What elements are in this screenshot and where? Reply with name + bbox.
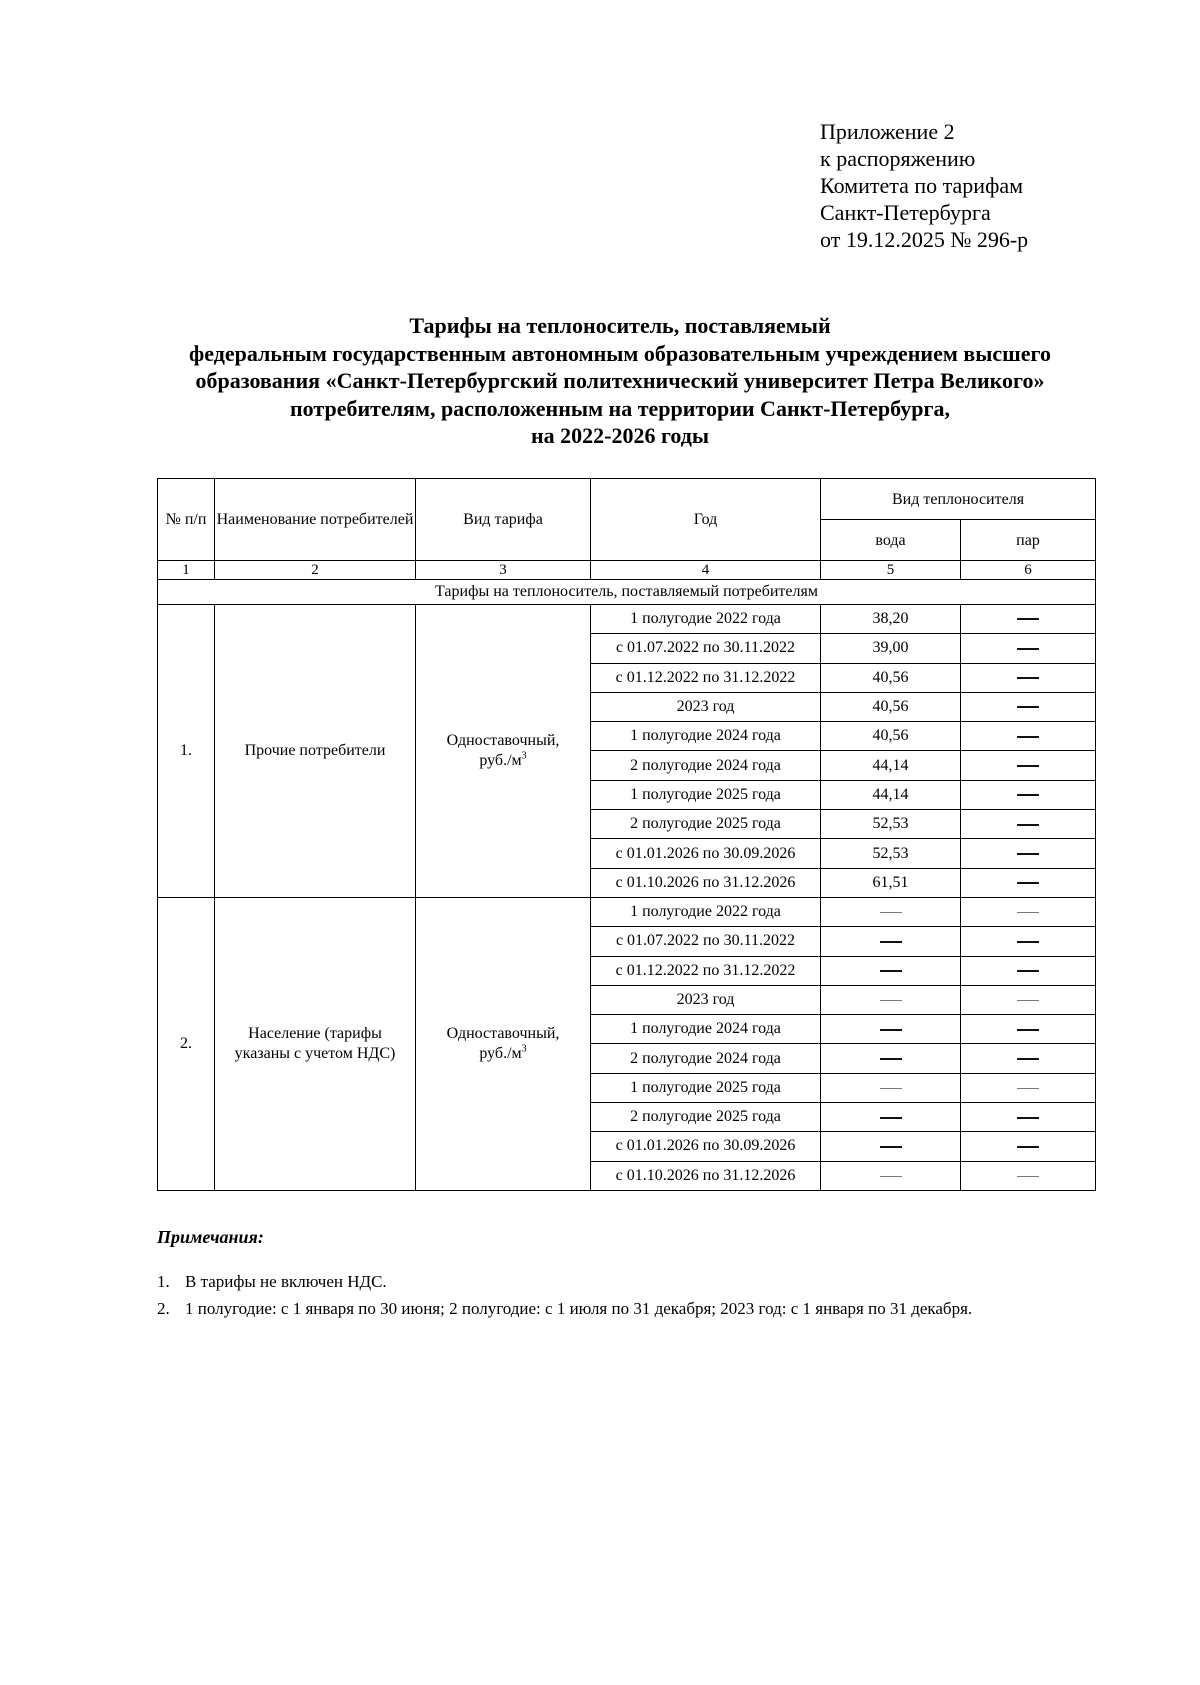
table-row [158,897,1096,926]
dash-mark [880,1029,902,1031]
tariff-type-line: Одноставочный, [446,731,560,749]
appendix-line: Комитета по тарифам [820,173,1024,198]
water-value: 52,53 [821,810,961,839]
dash-mark [1017,765,1039,767]
dash-mark [880,970,902,972]
steam-value [961,927,1096,956]
period-cell: 1 полугодие 2022 года [591,605,821,634]
dash-mark [1017,1146,1039,1148]
period-cell: с 01.12.2022 по 31.12.2022 [591,663,821,692]
steam-value [961,1015,1096,1044]
period-cell: с 01.10.2026 по 31.12.2026 [591,1161,821,1190]
appendix-line: к распоряжению [820,146,976,171]
steam-value [961,839,1096,868]
dash-mark [1017,1058,1039,1060]
consumer-name: Прочие потребители [215,605,416,898]
table-row [158,605,1096,634]
water-value: 40,56 [821,722,961,751]
header-num: № п/п [158,479,215,561]
water-value [821,1015,961,1044]
row-number: 1. [158,605,215,898]
water-value [821,897,961,926]
period-cell: 2023 год [591,692,821,721]
steam-value [961,692,1096,721]
column-number: 1 [158,561,215,580]
appendix-block [820,118,1028,253]
note-item [157,1268,1137,1295]
period-cell: с 01.01.2026 по 30.09.2026 [591,839,821,868]
tariff-type-line: Одноставочный, [446,1024,560,1042]
tariff-type [416,897,591,1190]
water-value [821,1132,961,1161]
steam-value [961,780,1096,809]
dash-mark [1017,736,1039,738]
period-cell: с 01.07.2022 по 30.11.2022 [591,634,821,663]
water-value [821,1044,961,1073]
steam-value [961,751,1096,780]
header-year: Год [591,479,821,561]
period-cell: 1 полугодие 2025 года [591,780,821,809]
water-value: 61,51 [821,868,961,897]
period-cell: 1 полугодие 2024 года [591,722,821,751]
dash-mark [1017,1117,1039,1119]
dash-mark [880,1176,902,1177]
water-value: 38,20 [821,605,961,634]
document-title [120,312,1120,450]
title-line: потребителям, расположенным на территории Санкт-Петербурга, [290,395,950,421]
steam-value [961,663,1096,692]
tariff-table [157,478,1096,1191]
note-number: 2. [157,1299,170,1318]
dash-mark [880,912,902,913]
header-consumer: Наименование потребителей [215,479,416,561]
period-cell: 2023 год [591,985,821,1014]
steam-value [961,1073,1096,1102]
title-line: Тарифы на теплоноситель, поставляемый [409,313,831,338]
dash-mark [880,1058,902,1060]
appendix-line: Санкт-Петербурга [820,200,991,225]
period-cell: 2 полугодие 2024 года [591,1044,821,1073]
water-value: 39,00 [821,634,961,663]
column-number: 4 [591,561,821,580]
header-water: вода [821,520,961,561]
title-line: образования «Санкт-Петербургский политехнический университет Петра Великого» [195,368,1045,393]
title-line: федеральным государственным автономным образовательным учреждением высшего [189,340,1051,366]
dash-mark [1017,706,1039,708]
period-cell: 1 полугодие 2024 года [591,1015,821,1044]
steam-value [961,810,1096,839]
steam-value [961,956,1096,985]
dash-mark [1017,1029,1039,1031]
dash-mark [880,1146,902,1148]
water-value: 40,56 [821,663,961,692]
steam-value [961,1132,1096,1161]
dash-mark [1017,1176,1039,1177]
row-number: 2. [158,897,215,1190]
note-text: 1 полугодие: с 1 января по 30 июня; 2 полугодие: с 1 июля по 31 декабря; 2023 год: с 1 января по 31 декабря. [185,1299,973,1318]
dash-mark [1017,853,1039,855]
tariff-unit-text: руб./м [479,751,522,769]
column-number: 3 [416,561,591,580]
header-tariff-type: Вид тарифа [416,479,591,561]
tariff-unit [416,751,590,771]
dash-mark [1017,941,1039,943]
water-value [821,956,961,985]
dash-mark [1017,648,1039,650]
section-title: Тарифы на теплоноситель, поставляемый потребителям [158,580,1096,605]
steam-value [961,985,1096,1014]
period-cell: 2 полугодие 2025 года [591,810,821,839]
period-cell: 2 полугодие 2024 года [591,751,821,780]
appendix-line: от 19.12.2025 № 296-р [820,227,1029,252]
period-cell: 1 полугодие 2025 года [591,1073,821,1102]
tariff-unit-exponent: 3 [521,1043,527,1055]
water-value [821,985,961,1014]
dash-mark [1017,677,1039,679]
steam-value [961,1161,1096,1190]
period-cell: 2 полугодие 2025 года [591,1103,821,1132]
steam-value [961,605,1096,634]
dash-mark [880,1000,902,1001]
column-number: 5 [821,561,961,580]
note-text: В тарифы не включен НДС. [185,1272,387,1291]
water-value: 40,56 [821,692,961,721]
period-cell: с 01.07.2022 по 30.11.2022 [591,927,821,956]
dash-mark [880,941,902,943]
column-number: 6 [961,561,1096,580]
dash-mark [1017,618,1039,620]
notes-title: Примечания: [157,1227,264,1247]
period-cell: 1 полугодие 2022 года [591,897,821,926]
tariff-unit [416,1044,590,1064]
steam-value [961,1044,1096,1073]
dash-mark [880,1088,902,1089]
steam-value [961,634,1096,663]
appendix-line: Приложение 2 [820,119,955,144]
steam-value [961,722,1096,751]
header-steam: пар [961,520,1096,561]
note-item [157,1295,1137,1322]
dash-mark [1017,824,1039,826]
note-number: 1. [157,1272,170,1291]
water-value: 52,53 [821,839,961,868]
water-value [821,927,961,956]
dash-mark [1017,1088,1039,1089]
dash-mark [1017,1000,1039,1001]
dash-mark [1017,882,1039,884]
column-number: 2 [215,561,416,580]
dash-mark [1017,912,1039,913]
consumer-name: Население (тарифы указаны с учетом НДС) [215,897,416,1190]
column-number-row [158,561,1096,580]
dash-mark [1017,794,1039,796]
dash-mark [1017,970,1039,972]
period-cell: с 01.10.2026 по 31.12.2026 [591,868,821,897]
dash-mark [880,1117,902,1119]
water-value: 44,14 [821,780,961,809]
notes-list [157,1268,1137,1322]
tariff-unit-exponent: 3 [521,750,527,762]
steam-value [961,897,1096,926]
title-line: на 2022-2026 годы [530,423,710,448]
water-value [821,1161,961,1190]
period-cell: с 01.12.2022 по 31.12.2022 [591,956,821,985]
period-cell: с 01.01.2026 по 30.09.2026 [591,1132,821,1161]
steam-value [961,868,1096,897]
steam-value [961,1103,1096,1132]
tariff-unit-text: руб./м [479,1044,522,1062]
water-value: 44,14 [821,751,961,780]
water-value [821,1103,961,1132]
water-value [821,1073,961,1102]
tariff-type [416,605,591,898]
header-carrier: Вид теплоносителя [821,479,1096,520]
